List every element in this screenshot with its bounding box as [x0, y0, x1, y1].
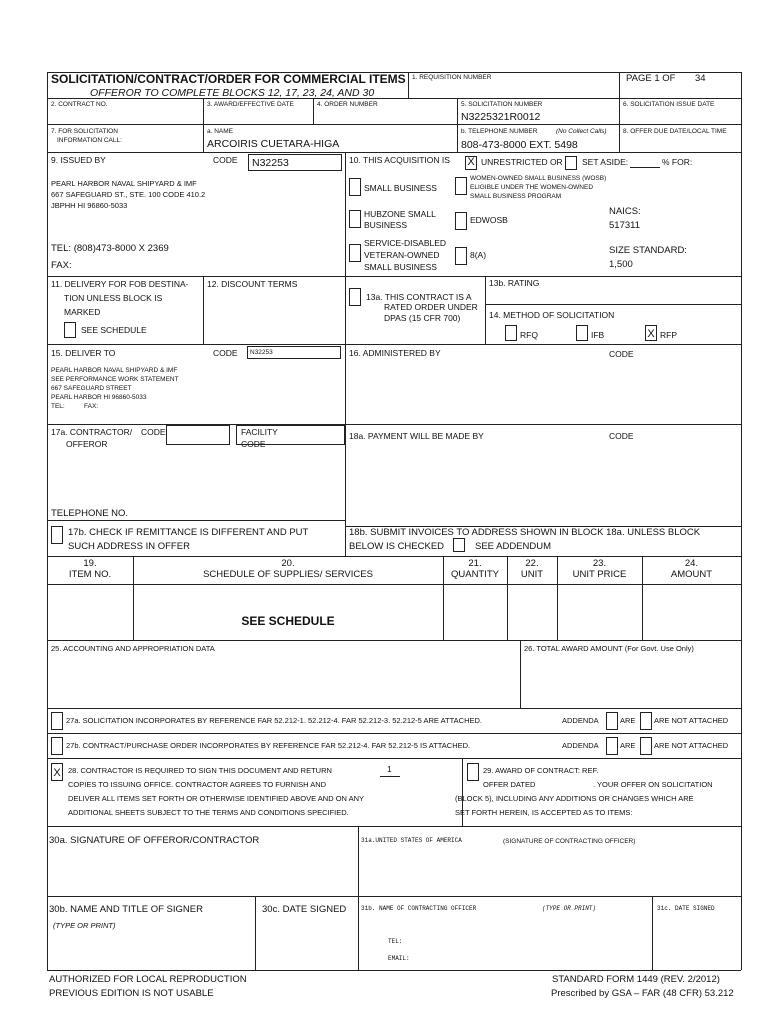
27b-checkbox[interactable]	[51, 737, 63, 755]
form-title: SOLICITATION/CONTRACT/ORDER FOR COMMERCIAL ITEMS	[51, 72, 406, 86]
items-see-schedule: SEE SCHEDULE	[241, 614, 335, 628]
27b-are-checkbox[interactable]	[606, 737, 618, 755]
wosb-checkbox[interactable]	[455, 177, 467, 195]
issued-by-code-label: CODE	[213, 155, 238, 165]
27b-are-label: ARE	[620, 741, 636, 750]
size-standard-label: SIZE STANDARD:	[609, 245, 687, 256]
block28-copies-line	[380, 776, 400, 777]
col-schedule-label: SCHEDULE OF SUPPLIES/ SERVICES	[203, 569, 373, 581]
col-quantity-label: QUANTITY	[450, 569, 500, 581]
payment-code-label: CODE	[609, 431, 634, 441]
contractor-sign-checkbox[interactable]: X	[51, 763, 63, 781]
deliver-to-code: N32253	[250, 349, 273, 356]
col-unit-price	[557, 558, 642, 581]
27b-are-not-checkbox[interactable]	[640, 737, 652, 755]
for-solicitation-label: 7. FOR SOLICITATION	[51, 128, 118, 135]
officer-type-print: (TYPE OR PRINT)	[542, 905, 597, 912]
total-award-label: 26. TOTAL AWARD AMOUNT (For Govt. Use Only)	[524, 644, 694, 653]
rated-order-checkbox[interactable]	[349, 288, 361, 306]
27a-addenda-label: ADDENDA	[562, 716, 599, 725]
facility-code-box	[236, 425, 345, 445]
contractor-label-2: OFFEROR	[66, 439, 108, 449]
acquisition-label: 10. THIS ACQUISITION IS	[349, 155, 450, 165]
requisition-label: 1. REQUISITION NUMBER	[412, 74, 492, 81]
naics-label: NAICS:	[609, 206, 641, 217]
order-number-label: 4. ORDER NUMBER	[317, 101, 378, 108]
deliver-to-tel: TEL:	[51, 403, 65, 410]
rating-label: 13b. RATING	[489, 278, 540, 288]
col-unit-num: 22.	[525, 558, 539, 569]
offer-due-label: 8. OFFER DUE DATE/LOCAL TIME	[623, 128, 727, 135]
award-line-1: 29. AWARD OF CONTRACT: REF.	[483, 766, 599, 775]
officer-email-label: EMAIL:	[388, 955, 410, 962]
delivery-fob-label-1: 11. DELIVERY FOR FOB DESTINA-	[51, 279, 189, 289]
telephone-no-label: TELEPHONE NO.	[51, 508, 129, 519]
set-aside-label: SET ASIDE:	[582, 157, 629, 167]
contracting-officer-name-label: 31b. NAME OF CONTRACTING OFFICER	[361, 905, 477, 912]
unrestricted-label: UNRESTRICTED OR	[481, 157, 563, 167]
block28-copies: 1	[387, 764, 392, 774]
size-standard-value: 1,500	[609, 259, 633, 270]
col-unit-price-num: 23.	[592, 558, 607, 569]
signer-type-print: (TYPE OR PRINT)	[53, 921, 116, 930]
see-addendum-checkbox[interactable]	[453, 538, 465, 552]
facility-label-1: FACILITY	[241, 427, 278, 437]
sdvosb-label-1: SERVICE-DISABLED	[364, 238, 447, 248]
ifb-label: IFB	[591, 330, 605, 340]
rfp-label: RFP	[660, 330, 677, 340]
issued-by-label: 9. ISSUED BY	[51, 155, 106, 165]
wosb-label-3: SMALL BUSINESS PROGRAM	[470, 193, 562, 200]
col-amount-num: 24.	[684, 558, 699, 569]
hubzone-checkbox[interactable]	[349, 210, 361, 228]
date-signed-label: 30c. DATE SIGNED	[262, 904, 347, 915]
service-disabled-checkbox[interactable]	[349, 244, 361, 262]
ifb-checkbox[interactable]	[576, 325, 588, 341]
issued-by-address-2: 667 SAFEGUARD ST., STE. 100 CODE 410.2	[51, 190, 206, 199]
col-item-no-label: ITEM NO.	[68, 569, 112, 581]
officer-date-signed-label: 31c. DATE SIGNED	[657, 905, 715, 912]
see-schedule-checkbox[interactable]	[64, 322, 76, 338]
deliver-to-label: 15. DELIVER TO	[51, 348, 116, 358]
small-business-label: SMALL BUSINESS	[364, 183, 437, 193]
issued-by-address-3: JBPHH HI 96860-5033	[51, 201, 128, 210]
footer-prescribed-by: Prescribed by GSA – FAR (48 CFR) 53.212	[551, 988, 734, 999]
rated-order-label-2: RATED ORDER UNDER	[384, 302, 478, 312]
award-line-2: OFFER DATED	[483, 780, 536, 789]
issued-by-address-1: PEARL HARBOR NAVAL SHIPYARD & IMF	[51, 179, 197, 188]
sdvosb-label-3: SMALL BUSINESS	[364, 262, 437, 272]
set-aside-checkbox[interactable]	[565, 156, 577, 170]
8a-label: 8(A)	[470, 250, 487, 260]
footer-form-number: STANDARD FORM 1449 (REV. 2/2012)	[552, 974, 720, 985]
block28-line-1: 28. CONTRACTOR IS REQUIRED TO SIGN THIS DOCUMENT AND RETURN	[68, 766, 332, 775]
contract-no-label: 2. CONTRACT NO.	[51, 101, 108, 108]
unrestricted-checkbox[interactable]: X	[465, 156, 477, 170]
page-label: PAGE 1 OF	[626, 73, 676, 84]
col-unit	[507, 558, 557, 581]
contractor-label-1: 17a. CONTRACTOR/	[51, 427, 133, 437]
27b-label: 27b. CONTRACT/PURCHASE ORDER INCORPORATES BY REFERENCE FAR 52.212-4. FAR 52.212-5 IS ATTACHED.	[66, 741, 471, 750]
page-total: 34	[695, 73, 706, 84]
see-schedule-label: SEE SCHEDULE	[81, 325, 147, 335]
block28-line-2: COPIES TO ISSUING OFFICE. CONTRACTOR AGREES TO FURNISH AND	[68, 780, 327, 789]
percent-for-label: % FOR:	[662, 157, 693, 167]
deliver-to-code-label: CODE	[213, 348, 238, 358]
accounting-label: 25. ACCOUNTING AND APPROPRIATION DATA	[51, 644, 215, 653]
col-item-no-num: 19.	[83, 558, 97, 569]
facility-label-2: CODE	[241, 439, 266, 449]
name-label: a. NAME	[207, 128, 234, 135]
award-line-4: SET FORTH HEREIN, IS ACCEPTED AS TO ITEMS:	[455, 808, 633, 817]
27a-are-checkbox[interactable]	[606, 712, 618, 730]
contracting-officer-signature-label: (SIGNATURE OF CONTRACTING OFFICER)	[503, 838, 636, 845]
27a-are-label: ARE	[620, 716, 636, 725]
edwosb-checkbox[interactable]	[455, 212, 467, 230]
deliver-to-address-2: SEE PERFORMANCE WORK STATEMENT	[51, 376, 179, 383]
sdvosb-label-2: VETERAN-OWNED	[364, 250, 440, 260]
administered-by-code-label: CODE	[609, 349, 634, 359]
issued-by-fax: FAX:	[51, 260, 72, 271]
27a-label: 27a. SOLICITATION INCORPORATES BY REFERENCE FAR 52.212-1. 52.212-4. FAR 52.212-3. 52.212-5 ARE ATTACHED.	[66, 716, 482, 725]
delivery-fob-label-2: TION UNLESS BLOCK IS	[64, 293, 163, 303]
deliver-to-address-1: PEARL HARBOR NAVAL SHIPYARD & IMF	[51, 367, 178, 374]
remittance-label-2: SUCH ADDRESS IN OFFER	[68, 541, 190, 552]
usa-label: 31a.UNITED STATES OF AMERICA	[361, 837, 462, 844]
delivery-fob-label-3: MARKED	[64, 307, 101, 317]
issue-date-label: 6. SOLICITATION ISSUE DATE	[623, 101, 715, 108]
set-aside-percent-line	[630, 167, 660, 168]
small-business-checkbox[interactable]	[349, 178, 361, 196]
remittance-checkbox[interactable]	[51, 526, 63, 544]
footer-previous-edition: PREVIOUS EDITION IS NOT USABLE	[49, 988, 214, 999]
27b-are-not-label: ARE NOT ATTACHED	[654, 741, 729, 750]
information-call-label: INFORMATION CALL:	[57, 137, 122, 144]
col-item-no	[47, 558, 133, 581]
col-quantity	[443, 558, 507, 581]
col-unit-label: UNIT	[520, 569, 544, 581]
administered-by-label: 16. ADMINISTERED BY	[349, 348, 441, 358]
officer-tel-label: TEL:	[388, 938, 403, 945]
invoice-label-1: 18b. SUBMIT INVOICES TO ADDRESS SHOWN IN BLOCK 18a. UNLESS BLOCK	[349, 527, 701, 538]
27a-checkbox[interactable]	[51, 712, 63, 730]
deliver-to-address-4: PEARL HARBOR HI 96860-5033	[51, 394, 147, 401]
block28-line-4: ADDITIONAL SHEETS SUBJECT TO THE TERMS AND CONDITIONS SPECIFIED.	[68, 808, 349, 817]
col-schedule-num: 20.	[281, 558, 295, 569]
solicitation-number-label: 5. SOLICITATION NUMBER	[461, 101, 543, 108]
footer-authorized: AUTHORIZED FOR LOCAL REPRODUCTION	[49, 974, 247, 985]
rfp-checkbox[interactable]: X	[645, 325, 657, 341]
issued-by-code: N32253	[252, 157, 289, 169]
payment-label: 18a. PAYMENT WILL BE MADE BY	[349, 431, 484, 441]
rated-order-label-1: 13a. THIS CONTRACT IS A	[366, 292, 472, 302]
no-collect-note: (No Collect Calls)	[556, 128, 607, 135]
naics-value: 517311	[609, 220, 640, 231]
contractor-code-box	[166, 425, 230, 445]
contact-name: ARCOIRIS CUETARA-HIGA	[207, 138, 340, 150]
discount-terms-label: 12. DISCOUNT TERMS	[207, 279, 298, 289]
rfq-label: RFQ	[520, 330, 538, 340]
block28-line-3: DELIVER ALL ITEMS SET FORTH OR OTHERWISE IDENTIFIED ABOVE AND ON ANY	[68, 794, 365, 803]
hubzone-label-2: BUSINESS	[364, 220, 407, 230]
contractor-code-label: CODE	[141, 427, 166, 437]
rated-order-label-3: DPAS (15 CFR 700)	[384, 313, 461, 323]
contact-phone: 808-473-8000 EXT. 5498	[461, 139, 578, 151]
hubzone-label-1: HUBZONE SMALL	[364, 209, 436, 219]
award-line-3: (BLOCK 5), INCLUDING ANY ADDITIONS OR CHANGES WHICH ARE	[455, 794, 694, 803]
27b-addenda-label: ADDENDA	[562, 741, 599, 750]
deliver-to-address-3: 667 SAFEGUARD STREET	[51, 385, 132, 392]
col-quantity-num: 21.	[468, 558, 482, 569]
award-line-2b: . YOUR OFFER ON SOLICITATION	[593, 780, 713, 789]
award-checkbox[interactable]	[467, 763, 479, 781]
col-amount	[642, 558, 741, 581]
remittance-label-1: 17b. CHECK IF REMITTANCE IS DIFFERENT AND PUT	[68, 527, 309, 538]
telephone-label: b. TELEPHONE NUMBER	[461, 128, 538, 135]
invoice-label-2: BELOW IS CHECKED	[349, 541, 445, 552]
27a-are-not-label: ARE NOT ATTACHED	[654, 716, 729, 725]
col-amount-label: AMOUNT	[670, 569, 713, 581]
deliver-to-fax: FAX:	[84, 403, 99, 410]
signer-name-label: 30b. NAME AND TITLE OF SIGNER	[49, 904, 203, 915]
27a-are-not-checkbox[interactable]	[640, 712, 652, 730]
see-addendum-label: SEE ADDENDUM	[475, 541, 552, 552]
award-date-label: 3. AWARD/EFFECTIVE DATE	[207, 101, 294, 108]
wosb-label-1: WOMEN-OWNED SMALL BUSINESS (WOSB)	[470, 175, 607, 182]
8a-checkbox[interactable]	[455, 247, 467, 265]
wosb-label-2: ELIGIBLE UNDER THE WOMEN-OWNED	[470, 184, 594, 191]
rfq-checkbox[interactable]	[505, 325, 517, 341]
method-label: 14. METHOD OF SOLICITATION	[489, 310, 615, 320]
edwosb-label: EDWOSB	[470, 215, 508, 225]
col-unit-price-label: UNIT PRICE	[572, 569, 627, 581]
issued-by-tel: TEL: (808)473-8000 X 2369	[51, 243, 169, 254]
solicitation-number: N3225321R0012	[461, 111, 541, 123]
col-schedule	[133, 558, 443, 581]
form-subtitle: OFFEROR TO COMPLETE BLOCKS 12, 17, 23, 24, AND 30	[90, 87, 375, 99]
offeror-signature-label: 30a. SIGNATURE OF OFFEROR/CONTRACTOR	[49, 835, 260, 846]
